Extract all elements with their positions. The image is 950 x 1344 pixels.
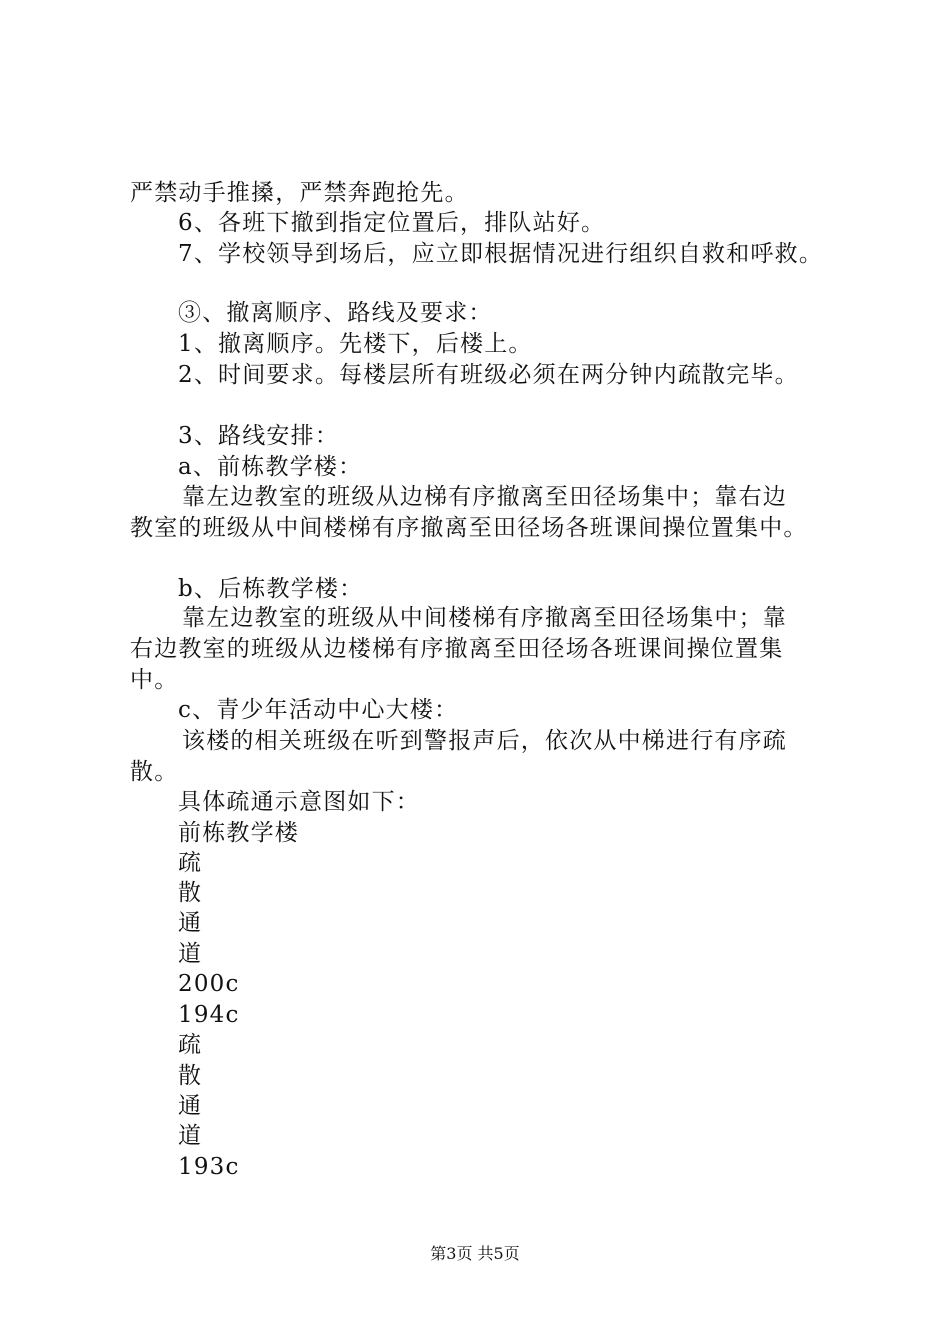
diagram-label: 道 (178, 1123, 203, 1149)
text-line: 教室的班级从中间楼梯有序撤离至田径场各班课间操位置集中。 (130, 515, 808, 541)
text-line: 右边教室的班级从边楼梯有序撤离至田径场各班课间操位置集 (130, 636, 784, 662)
text-line: 3、路线安排： (178, 423, 340, 449)
text-line: 2、时间要求。每楼层所有班级必须在两分钟内疏散完毕。 (178, 362, 799, 388)
section-heading: ③、撤离顺序、路线及要求： (178, 300, 493, 326)
diagram-label: 疏 (178, 1032, 203, 1058)
text-line: 7、学校领导到场后，应立即根据情况进行组织自救和呼救。 (178, 241, 824, 267)
text-line: 具体疏通示意图如下： (178, 789, 420, 815)
subheading: c、青少年活动中心大楼： (178, 697, 459, 723)
text-line: 靠左边教室的班级从中间楼梯有序撤离至田径场集中；靠 (182, 605, 787, 631)
diagram-label: 前栋教学楼 (178, 820, 299, 846)
text-line: 该楼的相关班级在听到警报声后，依次从中梯进行有序疏 (182, 728, 787, 754)
diagram-label: 通 (178, 1093, 203, 1119)
text-line: 6、各班下撤到指定位置后，排队站好。 (178, 210, 606, 236)
diagram-label: 193c (178, 1154, 240, 1180)
text-line: 靠左边教室的班级从边梯有序撤离至田径场集中；靠右边 (182, 484, 787, 510)
page-footer: 第3页 共5页 (430, 1244, 520, 1263)
diagram-label: 194c (178, 1002, 240, 1028)
diagram-label: 疏 (178, 850, 203, 876)
subheading: a、前栋教学楼： (178, 454, 363, 480)
diagram-label: 道 (178, 941, 203, 967)
diagram-label: 散 (178, 1063, 203, 1089)
diagram-label: 200c (178, 971, 240, 997)
text-line: 严禁动手推搡，严禁奔跑抢先。 (130, 180, 469, 206)
text-line: 中。 (130, 667, 179, 693)
subheading: b、后栋教学楼： (178, 576, 364, 602)
diagram-label: 散 (178, 880, 203, 906)
text-line: 1、撤离顺序。先楼下，后楼上。 (178, 331, 533, 357)
diagram-label: 通 (178, 910, 203, 936)
text-line: 散。 (130, 759, 179, 785)
